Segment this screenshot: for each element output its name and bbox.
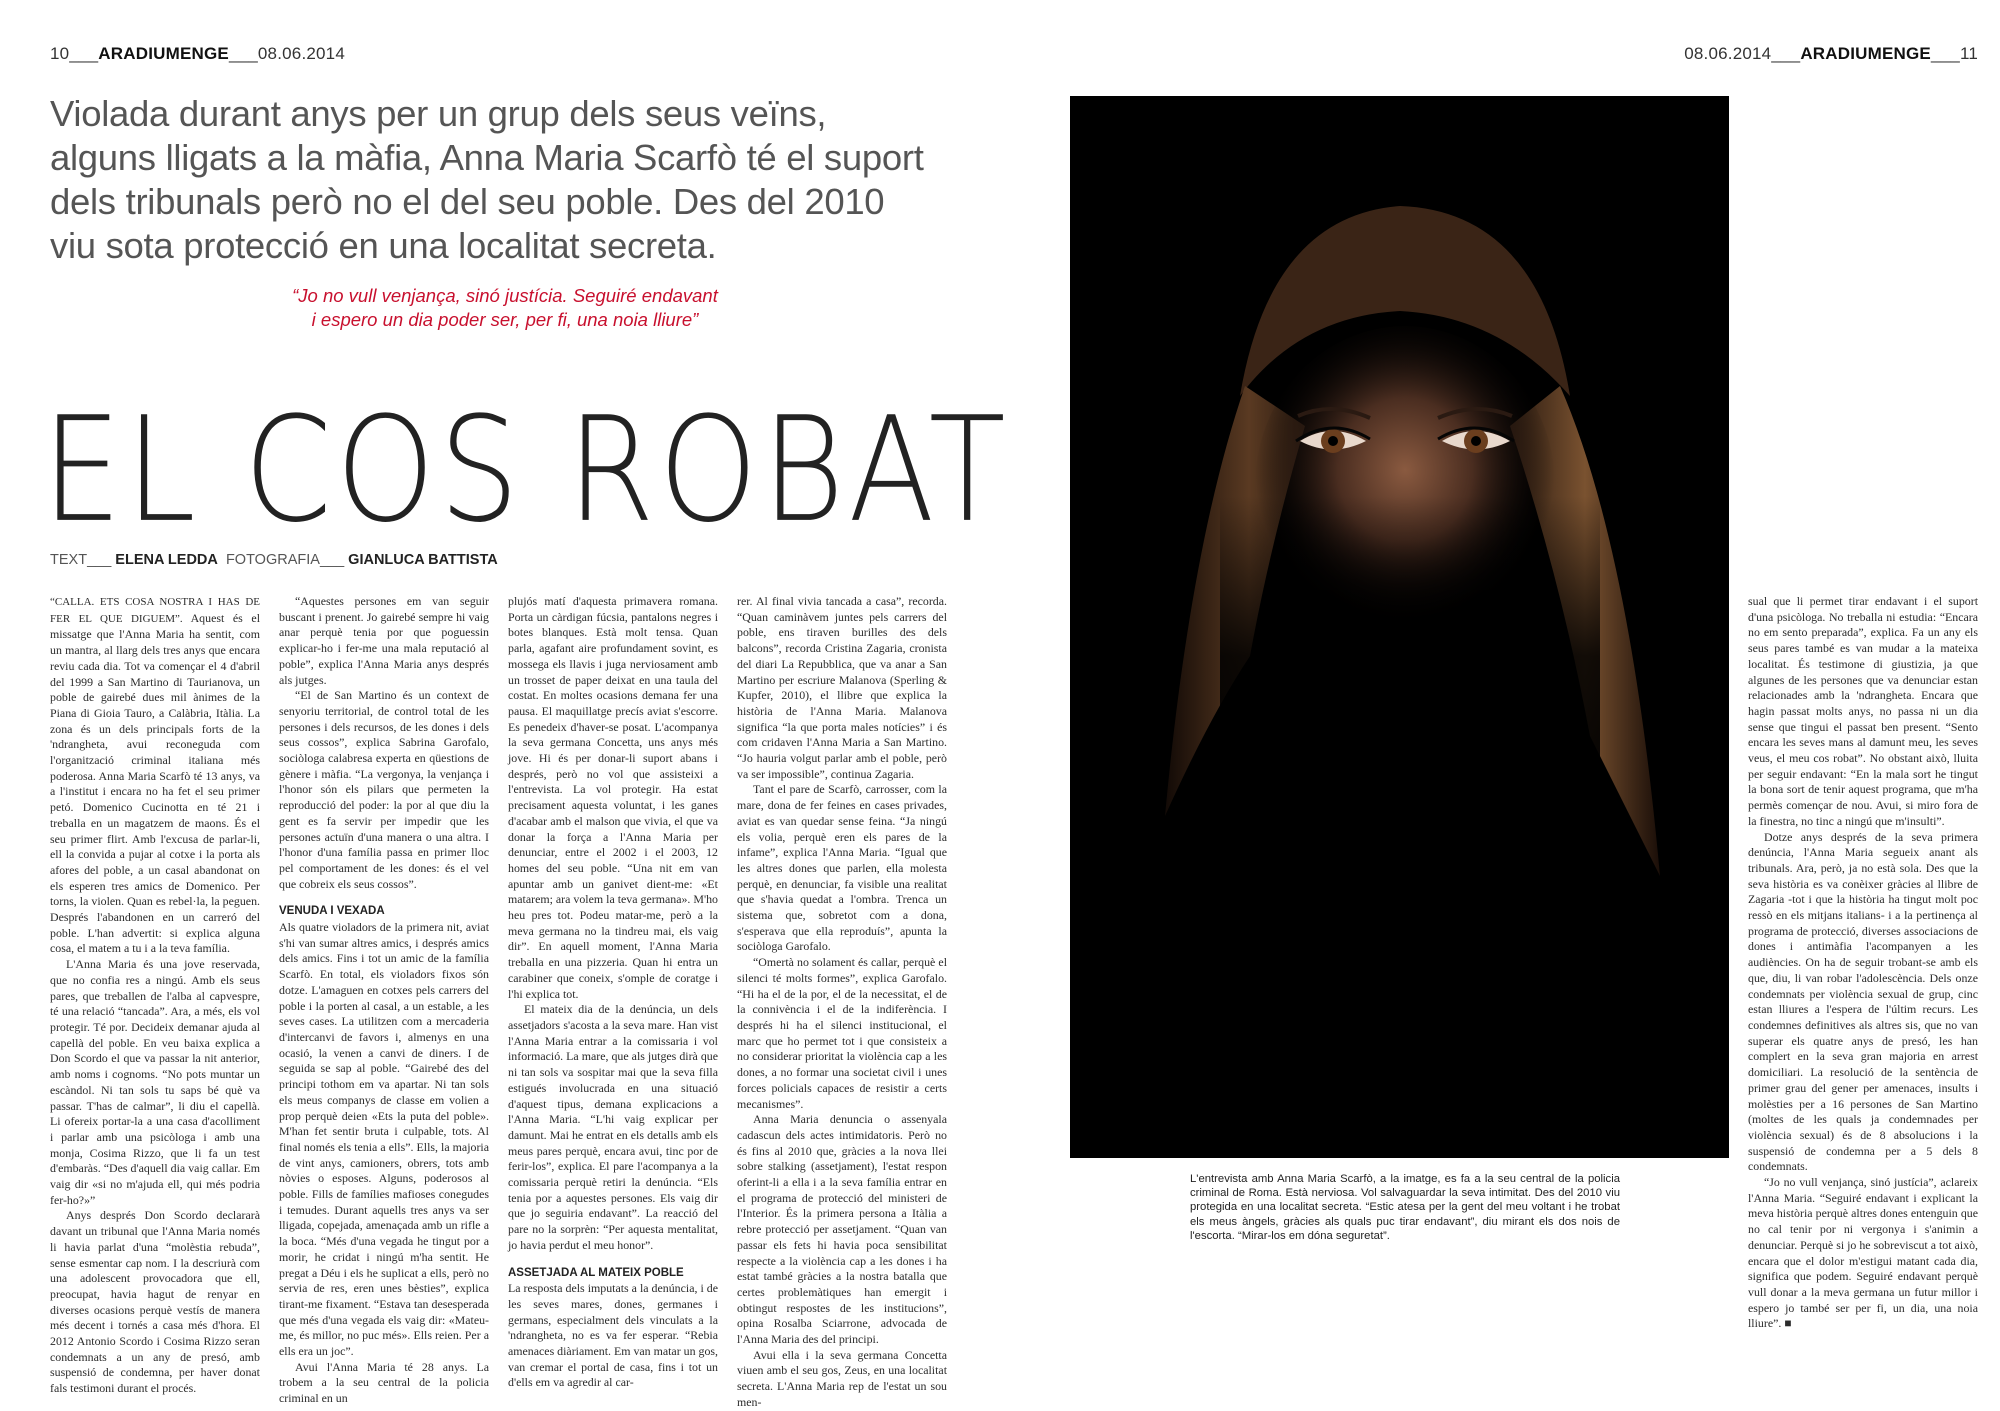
- body-paragraph: Anys després Don Scordo declararà davant un tribunal que l'Anna Maria només li havia parlat d'una “molèstia rebuda”, sense esmentar cap nom. I la descriurà com una adolescent provocadora que ell, preocupat, havia hagut de renyar en diverses ocasions perquè vestís de manera més decent i tornés a casa més d'hora. El 2012 Antonio Scordo i Cosima Rizzo seran condemnats a un any de presó, amb suspensió de condemna, per haver donat fals testimoni durant el procés.: [50, 1208, 260, 1396]
- body-paragraph: L'Anna Maria és una jove reservada, que no confia res a ningú. Amb els seus pares, que treballen de l'alba al capvespre, té una relació “tancada”. Ara, a més, els vol protegir. Té por. Decideix demanar ajuda al capellà del poble. En veu baixa explica a Don Scordo el que va passar la nit anterior, amb noms i cognoms. “No pots muntar un escàndol. Ni tan sols tu saps bé què va passar. T'has de calmar”, li diu el capellà. Li ofereix portar-la a una casa d'acolliment i parlar amb una psicòloga i amb una monja, Cosima Rizzo, que li fa un test d'embaràs. “Des d'aquell dia vaig callar. Em vaig dir «si no m'ajuda ell, qui més podria fer-ho?»”: [50, 957, 260, 1207]
- subheading: ASSETJADA AL MATEIX POBLE: [508, 1266, 684, 1279]
- body-paragraph: La resposta dels imputats a la denúncia, i de les seves mares, dones, germanes i germans, especialment dels vinculats a la 'ndrangheta, no es va fer esperar. “Rebia amenaces diàriament. Em van matar un gos, van cremar el portal de casa, fins i tot un d'ells em va agredir al car-: [508, 1281, 718, 1390]
- body-paragraph: Dotze anys després de la seva primera denúncia, l'Anna Maria segueix anant als tribunals. Ara, però, ja no està sola. Des que la seva història es va conèixer gràcies al llibre de Zagaria -tot i que la història ha tingut molt poc ressò en els mitjans italians- i a la pertinença al programa de protecció, diverses associacions de dones i antimàfia l'acompanyen a les audiències. On ha de seguir trobant-se amb els que, diu, li van robar l'adolescència. Dels onze condemnats per violència sexual de grup, cinc estan lliures a l'espera de l'últim recurs. Les condemnes definitives als altres sis, que no van superar els quatre anys de presó, les han complert en la seva gran majoria en arrest domiciliari. La resolució de la sentència de primer grau del gener per amenaces, insults i molèsties per a 16 persones de San Martino (moltes de les quals ja condemnades per violència sexual) és de 8 absolucions i la suspensió de condemna per a 5 dels 8 condemnats.: [1748, 829, 1978, 1174]
- subheading: VENUDA I VEXADA: [279, 905, 385, 918]
- body-paragraph: plujós matí d'aquesta primavera romana. Porta un càrdigan fúcsia, pantalons negres i botes blanques. Està molt tensa. Quan parla, agafant aire profundament sovint, es mossega els llavis i juga nerviosament amb un trosset de paper deixat en una taula del costat. En moltes ocasions demana fer una pausa. El maquillatge precís aviat s'escorre. Es penedeix d'haver-se posat. L'acompanya la seva germana Concetta, uns anys més jove. Hi és per donar-li suport abans i després, però no vol que assisteixi a l'entrevista. La vol protegir. Ha estat precisament aquesta voluntat, i les ganes d'acabar amb el malson que vivia, el que va donar la força a l'Anna Maria per denunciar, entre el 2002 i el 2003, 12 homes del seu poble. “Una nit em van apuntar amb un ganivet dient-me: «Et matarem; ara volem la teva germana». M'ho heu pres tot. Podeu matar-me, però a la meva germana no la tindreu mai, els vaig dir”. En aquell moment, l'Anna Maria treballa en una pizzeria. Quan hi entra un carabiner que coneix, s'omple de coratge i l'hi explica tot.: [508, 594, 718, 1001]
- body-paragraph: “Omertà no solament és callar, perquè el silenci té molts formes”, explica Garofalo. “Hi ha el de la por, el de la necessitat, el de la connivència i el de la indiferència. I després hi ha el silenci institucional, el marc que ho permet tot i que consisteix a no considerar prioritat la violència cap a les dones, a no formar una societat civil i unes forces policials capaces de resistir a certs mecanismes”.: [737, 955, 947, 1111]
- face-shadow: [1220, 496, 1600, 896]
- body-paragraph: “Aquestes persones em van seguir buscant i prenent. Jo gairebé sempre hi vaig anar perquè tenia por que poguessin explicar-ho i fer-me una mala reputació al poble”, explica l'Anna Maria anys després als jutges.: [279, 594, 489, 687]
- body-paragraph: “El de San Martino és un context de senyoriu territorial, de control total de les persones i dels recursos, de les dones i dels seus cossos”, explica Sabrina Garofalo, sociòloga calabresa experta en qüestions de gènere i màfia. “La vergonya, la venjança i l'honor són els pilars que permeten la reproducció del poder: la por al que diu la gent es fa servir per impedir que les persones actuïn d'una manera o una altra. I l'honor d'una família passa en primer lloc pel comportament de les dones: és el vel que cobreix els seus cossos”.: [279, 688, 489, 891]
- article-deck: Violada durant anys per un grup dels seus veïns, alguns lligats a la màfia, Anna Maria Scarfò té el suport dels tribunals però no el del seu poble. Des del 2010 viu sota protecció en una localitat secreta.: [50, 93, 924, 266]
- body-paragraph: Avui l'Anna Maria té 28 anys. La trobem a la seu central de la policia criminal en un: [279, 1359, 489, 1406]
- folio-date: 08.06.2014: [1684, 44, 1772, 63]
- byline: TEXT___ ELENA LEDDA FOTOGRAFIA___ GIANLUCA BATTISTA: [50, 552, 498, 568]
- body-column-4: [737, 594, 947, 1409]
- brand-diumenge: DIUMENGE: [1837, 44, 1931, 63]
- body-paragraph: El mateix dia de la denúncia, un dels assetjadors s'acosta a la seva mare. Han vist l'Anna Maria entrar a la comissaria i vol informació. La mare, que als jutges dirà que ni tan sols va sospitar mai que la seva filla estigués involucrada en una situació d'aquest tipus, demana explicacions a l'Anna Maria. “L'hi vaig explicar per damunt. Mai he entrat en els detalls amb els meus pares perquè, encara avui, tinc por de ferir-los”, explica. El pare l'acompanya a la comissaria perquè retiri la denúncia. “Els tenia por a aquestes persones. Els vaig dir que jo seguiria endavant”. La reacció del pare no la sorprèn: “Per aquesta mentalitat, jo havia perdut el meu honor”.: [508, 1002, 718, 1252]
- body-paragraph: sual que li permet tirar endavant i el suport d'una psicòloga. No treballa ni estudia: “Encara no em sento preparada”, explica. Fa un any els seus pares també es van mudar a la mateixa localitat. És testimone di giustizia, ja que algunes de les persones que va denunciar estan relacionades amb la 'ndrangheta. Encara que hagin passat molts anys, no passa ni un dia sense que tingui el passat ben present. “Sento encara les seves mans al damunt meu, les seves veus, el meu cos robat”. No obstant això, lluita per seguir endavant: “En la mala sort he tingut la bona sort de tenir aquest programa, que m'ha permès començar de nou. Avui, si miro fora de la finestra, no tinc a ningú que m'insulti”.: [1748, 594, 1978, 828]
- folio-date: 08.06.2014: [257, 44, 345, 63]
- lead-in: “CALLA. ETS COSA NOSTRA I HAS DE FER EL QUE DIGUEM”.: [50, 596, 260, 625]
- body-paragraph: Tant el pare de Scarfò, carrosser, com la mare, dona de fer feines en cases privades, aviat es van quedar sense feina. “Ja ningú els volia, perquè eren els pares de la infame”, explica l'Anna Maria. “Igual que les altres dones que parlen, ella molesta perquè, en denunciar, fa visible una realitat que s'havia quedat a l'ombra. Trenca un sistema que, sobretot com a dona, s'esperava que ella reproduís”, apunta la sociòloga Garofalo.: [737, 782, 947, 954]
- body-paragraph: Anna Maria denuncia o assenyala cadascun dels actes intimidatoris. Però no és fins al 2010 que, gràcies a la nova llei sobre stalking (assetjament), l'estat respon oferint-li a ella i a la seva família entrar en el programa de protecció del ministeri de l'Interior. És la primera persona a Itàlia a rebre protecció per assetjament. “Quan van passar els fets hi havia poca sensibilitat respecte a la violència cap a les dones i ha estat també gràcies a la nostra batalla que certes problemàtiques han emergit i obtingut respostes de les institucions”, opina Rosalba Sciarrone, advocada de l'Anna Maria des del principi.: [737, 1112, 947, 1347]
- portrait-photo: [1070, 96, 1729, 1158]
- body-paragraph: “Jo no vull venjança, sinó justícia”, aclareix l'Anna Maria. “Seguiré endavant i explicant la meva història perquè altres dones entenguin que no cal tenir por ni vergonya i s'animin a denunciar. Perquè si jo he sobreviscut a tot això, encara que el dolor m'estigui matant cada dia, significa que podem. Seguiré endavant perquè vull donar a la meva germana un futur millor i espero jo també ser per fi, un dia, una noia lliure”. ■: [1748, 1175, 1978, 1331]
- brand-diumenge: DIUMENGE: [135, 44, 229, 63]
- pull-quote-line: “Jo no vull venjança, sinó justícia. Seguiré endavant: [292, 285, 718, 306]
- photo-caption: L'entrevista amb Anna Maria Scarfò, a la imatge, es fa a la seu central de la policia criminal de Roma. Està nerviosa. Vol salvaguardar la seva intimitat. Des del 2010 viu protegida en una localitat secreta. “Estic atesa per la gent del meu voltant i he trobat els meus àngels, gràcies als quals puc tirar endavant”, diu mirant els dos nois de l'escorta. “Mirar-los em dóna seguretat”.: [1190, 1173, 1620, 1242]
- body-column-5: [1748, 594, 1978, 1331]
- body-paragraph: Avui ella i la seva germana Concetta viuen amb el seu gos, Zeus, en una localitat secreta. L'Anna Maria rep de l'estat un sou men-: [737, 1347, 947, 1409]
- body-paragraph: “CALLA. ETS COSA NOSTRA I HAS DE FER EL QUE DIGUEM”. Aquest és el missatge que l'Anna Maria ha sentit, com un mantra, al llarg dels tres anys que encara reviu cada dia. Tot va començar el 4 d'abril del 1999 a San Martino di Taurianova, un poble de gairebé dues mil ànimes de la Piana di Gioia Tauro, a Calàbria, Itàlia. La zona és un dels principals forts de la 'ndrangheta, avui reconeguda com l'organització criminal italiana més poderosa. Anna Maria Scarfò té 13 anys, va a l'institut i encara no ha fet el seu primer petó. Domenico Cucinotta en té 21 i treballa en un magatzem de maons. És el seu primer flirt. Amb l'excusa de parlar-li, ell la convida a pujar al cotxe i la porta als afores del poble, a un casal abandonat on els esperen tres amics de Domenico. Per torns, la violen. Quan es rebel·la, la peguen. Després l'abandonen en un carreró del poble. L'han advertit: si explica alguna cosa, el matem a tu i a la teva família.: [50, 596, 260, 956]
- brand-ara: ARA: [1800, 44, 1838, 63]
- page-number: 10: [50, 44, 70, 63]
- body-column-2: [279, 594, 489, 1406]
- pull-quote: [270, 284, 740, 332]
- pull-quote-line: i espero un dia poder ser, per fi, una noia lliure”: [311, 309, 699, 330]
- folio-left: 10___ARADIUMENGE___08.06.2014: [50, 44, 345, 63]
- photographer-name: GIANLUCA BATTISTA: [348, 552, 498, 568]
- folio-right: 08.06.2014___ARADIUMENGE___11: [1684, 44, 1978, 63]
- body-column-3: [508, 594, 718, 1390]
- body-paragraph: Als quatre violadors de la primera nit, aviat s'hi van sumar altres amics, i després amics dels amics. Fins i tot un amic de la família Scarfò. En total, els violadors fixos són dotze. L'amaguen en cotxes pels carrers del poble i la porten al casal, a un estable, a les seves cases. La utilitzen com a mercaderia d'intercanvi de favors i, almenys en una ocasió, la venen a canvi de diners. I de seguida se sap al poble. “Gairebé des del principi tothom em va apartar. Ni tan sols els meus companys de classe em volien a prop perquè deien «Ets la puta del poble». M'han fet sentir bruta i culpable, tots. Al final només els tenia a ells”. Ells, la majoria de vint anys, camioners, obrers, tots amb nòvies o esposes. Alguns, poderosos al poble. Fills de famílies mafioses conegudes i temudes. Durant aquells tres anys va ser lligada, copejada, amenaçada amb un rifle a la boca. “Més d'una vegada he tingut por a morir, he cridat i ningú m'ha sentit. He pregat a Déu i els he suplicat a ells, però no servia de res, eren unes bèsties”, explica tirant-me fixament. “Estava tan desesperada que més d'una vegada els vaig dir: «Mateu-me, és millor, no puc més». Ells reien. Per a ells era un joc”.: [279, 920, 489, 1359]
- author-name: ELENA LEDDA: [115, 552, 218, 568]
- portrait-illustration: [1070, 96, 1729, 1158]
- body-paragraph: rer. Al final vivia tancada a casa”, recorda. “Quan caminàvem juntes pels carrers del poble, ens tiraven burilles des dels balcons”, recorda Cristina Zagaria, cronista del diari La Repubblica, que va anar a San Martino per escriure Malanova (Sperling & Kupfer, 2010), el llibre que explica la història de l'Anna Maria. Malanova significa “la que porta males notícies” i és com cridaven l'Anna Maria a San Martino. “Jo hauria volgut parlar amb el poble, però va ser impossible”, continua Zagaria.: [737, 594, 947, 781]
- byline-text-label: TEXT: [50, 552, 88, 568]
- brand-ara: ARA: [98, 44, 136, 63]
- body-column-1: [50, 594, 260, 1396]
- byline-photo-label: FOTOGRAFIA: [225, 552, 320, 568]
- headline: EL COS ROBAT: [42, 385, 1010, 555]
- page-number: 11: [1959, 44, 1978, 63]
